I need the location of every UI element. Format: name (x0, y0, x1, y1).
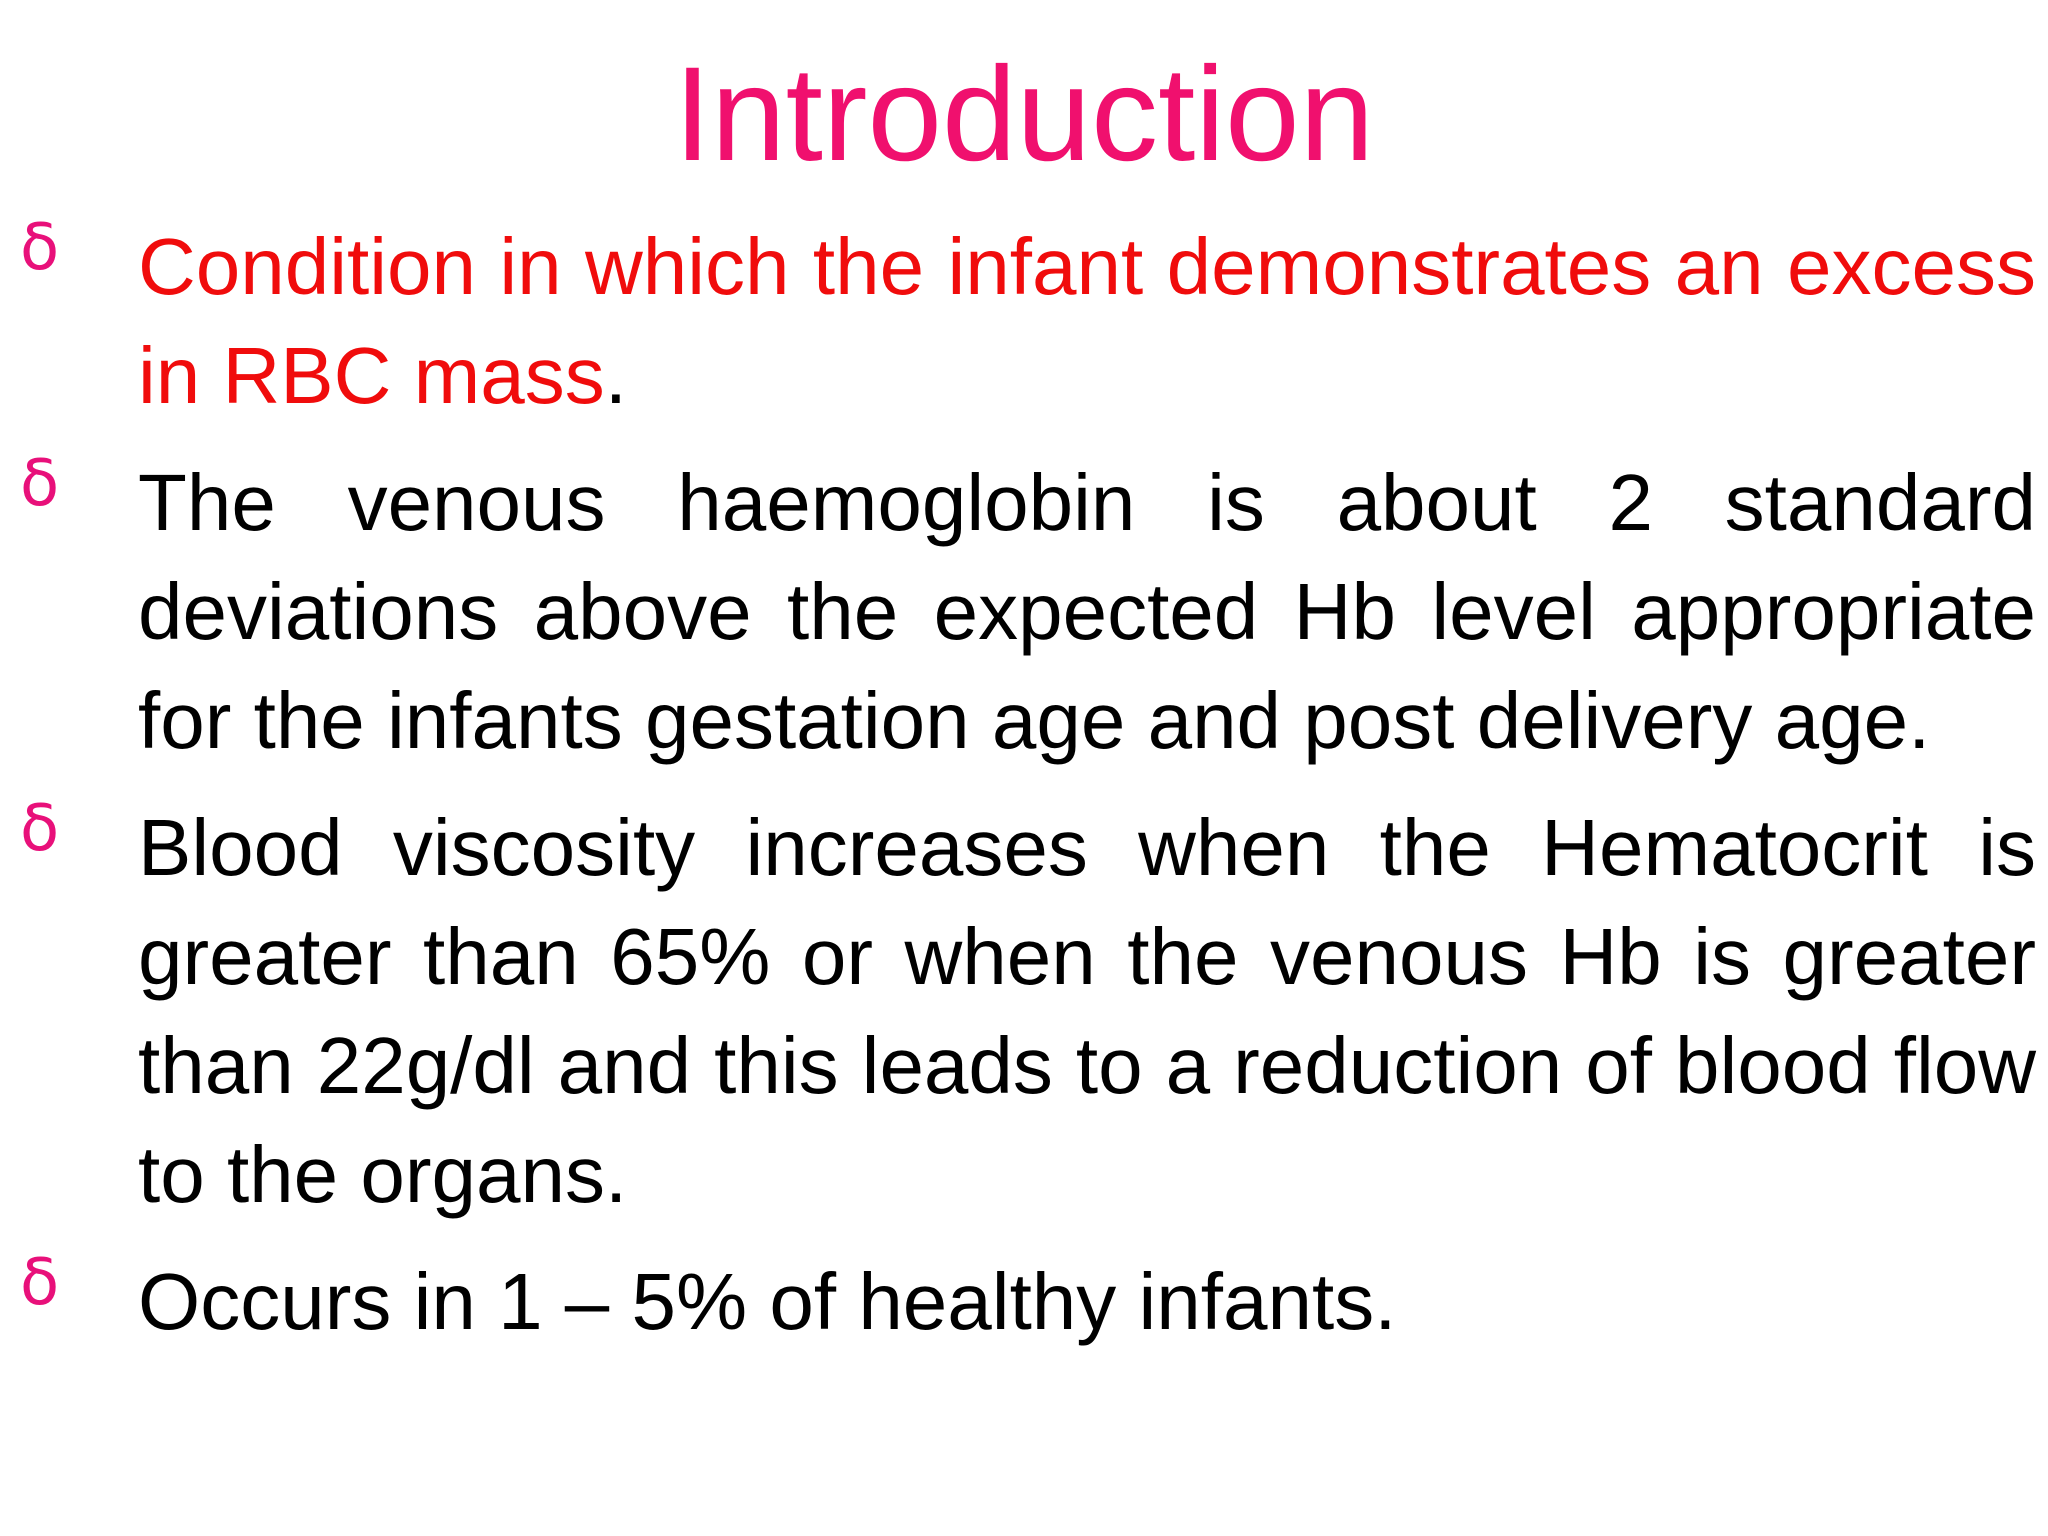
trailing-punctuation: . (604, 331, 627, 420)
bullet-text: The venous haemoglobin is about 2 standard deviations above the expected Hb level appropriate for the infants gestation age and post delivery age. (138, 458, 2036, 765)
highlight-text: Condition in which the infant demonstrates an excess in RBC mass (138, 222, 2036, 420)
bullet-item-haemoglobin (0, 448, 2048, 775)
slide-title: Introduction (673, 40, 1375, 189)
delta-bullet-icon: δ (20, 447, 60, 521)
bullet-item-incidence (0, 1247, 2048, 1356)
bullet-list (0, 212, 2048, 1374)
delta-bullet-icon: δ (20, 1246, 60, 1320)
delta-bullet-icon: δ (20, 211, 60, 285)
bullet-text: Occurs in 1 – 5% of healthy infants. (138, 1257, 1397, 1346)
bullet-text (138, 212, 2036, 430)
bullet-item-viscosity (0, 793, 2048, 1229)
delta-bullet-icon: δ (20, 792, 60, 866)
bullet-text: Blood viscosity increases when the Hematocrit is greater than 65% or when the venous Hb is greater than 22g/dl and this leads to a reduction of blood flow to the organs. (138, 803, 2036, 1219)
bullet-item-definition (0, 212, 2048, 430)
